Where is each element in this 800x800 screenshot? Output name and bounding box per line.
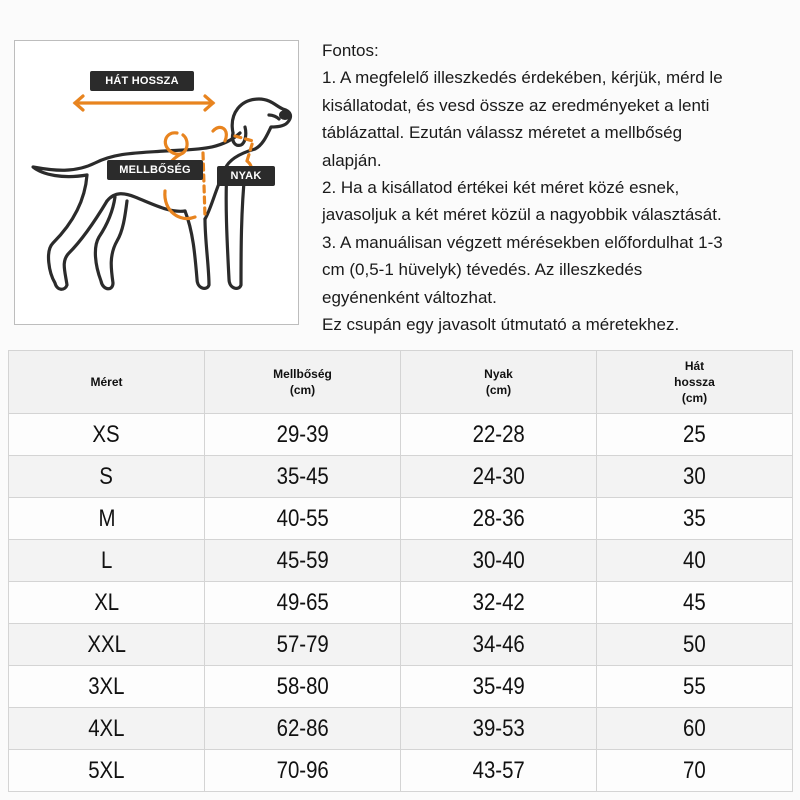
- dog-measurement-diagram: [14, 40, 299, 325]
- cell-value: 70-96: [276, 756, 329, 784]
- table-row: [9, 498, 793, 540]
- header-chest: [205, 351, 401, 414]
- table-row: [9, 708, 793, 750]
- note-line: cm (0,5-1 hüvelyk) tévedés. Az illeszkedés: [322, 260, 643, 280]
- header-size: [9, 351, 205, 414]
- cell-value: 58-80: [276, 672, 329, 700]
- size-cell: [9, 540, 205, 582]
- cell-value: 30-40: [472, 546, 525, 574]
- neck-cell: [401, 750, 597, 792]
- neck-cell: [401, 708, 597, 750]
- header-unit: (cm): [289, 383, 316, 397]
- cell-value: S: [99, 462, 114, 490]
- size-cell: [9, 666, 205, 708]
- cell-value: 29-39: [276, 420, 329, 448]
- size-cell: [9, 498, 205, 540]
- back-length-label: HÁT HOSSZA: [90, 71, 194, 91]
- size-chart-table: [8, 350, 793, 792]
- cell-value: 60: [683, 714, 706, 742]
- neck-cell: [401, 666, 597, 708]
- cell-value: 35-49: [472, 672, 525, 700]
- size-cell: [9, 624, 205, 666]
- header-unit: (cm): [485, 383, 512, 397]
- back-length-cell: [597, 708, 793, 750]
- cell-value: 62-86: [276, 714, 329, 742]
- back-length-cell: [597, 540, 793, 582]
- size-cell: [9, 414, 205, 456]
- cell-value: 39-53: [472, 714, 525, 742]
- important-notes: [322, 37, 794, 338]
- cell-value: 57-79: [276, 630, 329, 658]
- size-cell: [9, 456, 205, 498]
- cell-value: 40: [683, 546, 706, 574]
- header-unit: (cm): [681, 391, 708, 405]
- table-row: [9, 624, 793, 666]
- cell-value: 34-46: [472, 630, 525, 658]
- chest-cell: [205, 750, 401, 792]
- header-neck: [401, 351, 597, 414]
- cell-value: 49-65: [276, 588, 329, 616]
- cell-value: 24-30: [472, 462, 525, 490]
- size-cell: [9, 750, 205, 792]
- note-line: 3. A manuálisan végzett mérésekben előfordulhat 1-3: [322, 232, 723, 252]
- table-row: [9, 414, 793, 456]
- cell-value: XXL: [87, 630, 126, 658]
- note-line: egyénenként változhat.: [322, 287, 497, 307]
- cell-value: 45: [683, 588, 706, 616]
- cell-value: 55: [683, 672, 706, 700]
- cell-value: 35: [683, 504, 706, 532]
- cell-value: XL: [94, 588, 119, 616]
- cell-value: 70: [683, 756, 706, 784]
- cell-value: 43-57: [472, 756, 525, 784]
- cell-value: 28-36: [472, 504, 525, 532]
- table-header-row: [9, 351, 793, 414]
- header-text: Nyak: [484, 367, 513, 381]
- chest-cell: [205, 666, 401, 708]
- note-line: Ez csupán egy javasolt útmutató a méretekhez.: [322, 315, 680, 335]
- header-text: hossza: [674, 375, 715, 389]
- neck-cell: [401, 456, 597, 498]
- cell-value: 22-28: [472, 420, 525, 448]
- back-length-cell: [597, 498, 793, 540]
- cell-value: 4XL: [88, 714, 125, 742]
- size-cell: [9, 582, 205, 624]
- neck-cell: [401, 624, 597, 666]
- note-line: javasoljuk a két méret közül a nagyobbik választását.: [322, 205, 722, 225]
- size-cell: [9, 708, 205, 750]
- back-length-cell: [597, 624, 793, 666]
- header-text: Mellbőség: [273, 367, 332, 381]
- note-line: kisállatodat, és vesd össze az eredményeket a lenti: [322, 95, 710, 115]
- neck-label: NYAK: [217, 166, 275, 186]
- neck-cell: [401, 498, 597, 540]
- chest-cell: [205, 624, 401, 666]
- table-row: [9, 540, 793, 582]
- chest-cell: [205, 414, 401, 456]
- cell-value: 25: [683, 420, 706, 448]
- note-line: 1. A megfelelő illeszkedés érdekében, kérjük, mérd le: [322, 68, 723, 88]
- header-text: Hát: [684, 359, 705, 373]
- table-row: [9, 582, 793, 624]
- neck-cell: [401, 414, 597, 456]
- neck-cell: [401, 582, 597, 624]
- back-length-cell: [597, 414, 793, 456]
- cell-value: 3XL: [88, 672, 125, 700]
- note-line: 2. Ha a kisállatod értékei két méret közé esnek,: [322, 178, 680, 198]
- chest-cell: [205, 582, 401, 624]
- cell-value: M: [98, 504, 115, 532]
- cell-value: 32-42: [472, 588, 525, 616]
- back-length-cell: [597, 750, 793, 792]
- chest-label: MELLBŐSÉG: [107, 160, 203, 180]
- cell-value: 45-59: [276, 546, 329, 574]
- notes-title: Fontos:: [322, 41, 379, 60]
- cell-value: L: [100, 546, 113, 574]
- chest-cell: [205, 456, 401, 498]
- table-row: [9, 456, 793, 498]
- note-line: alapján.: [322, 150, 382, 170]
- cell-value: XS: [92, 420, 121, 448]
- chest-cell: [205, 708, 401, 750]
- back-length-cell: [597, 582, 793, 624]
- back-length-cell: [597, 456, 793, 498]
- cell-value: 30: [683, 462, 706, 490]
- chest-cell: [205, 498, 401, 540]
- header-text: Méret: [90, 375, 123, 389]
- table-row: [9, 750, 793, 792]
- header-back-length: [597, 351, 793, 414]
- chest-cell: [205, 540, 401, 582]
- cell-value: 40-55: [276, 504, 329, 532]
- neck-cell: [401, 540, 597, 582]
- back-length-cell: [597, 666, 793, 708]
- note-line: táblázattal. Ezután válassz méretet a mellbőség: [322, 123, 683, 143]
- cell-value: 35-45: [276, 462, 329, 490]
- cell-value: 50: [683, 630, 706, 658]
- table-row: [9, 666, 793, 708]
- cell-value: 5XL: [88, 756, 125, 784]
